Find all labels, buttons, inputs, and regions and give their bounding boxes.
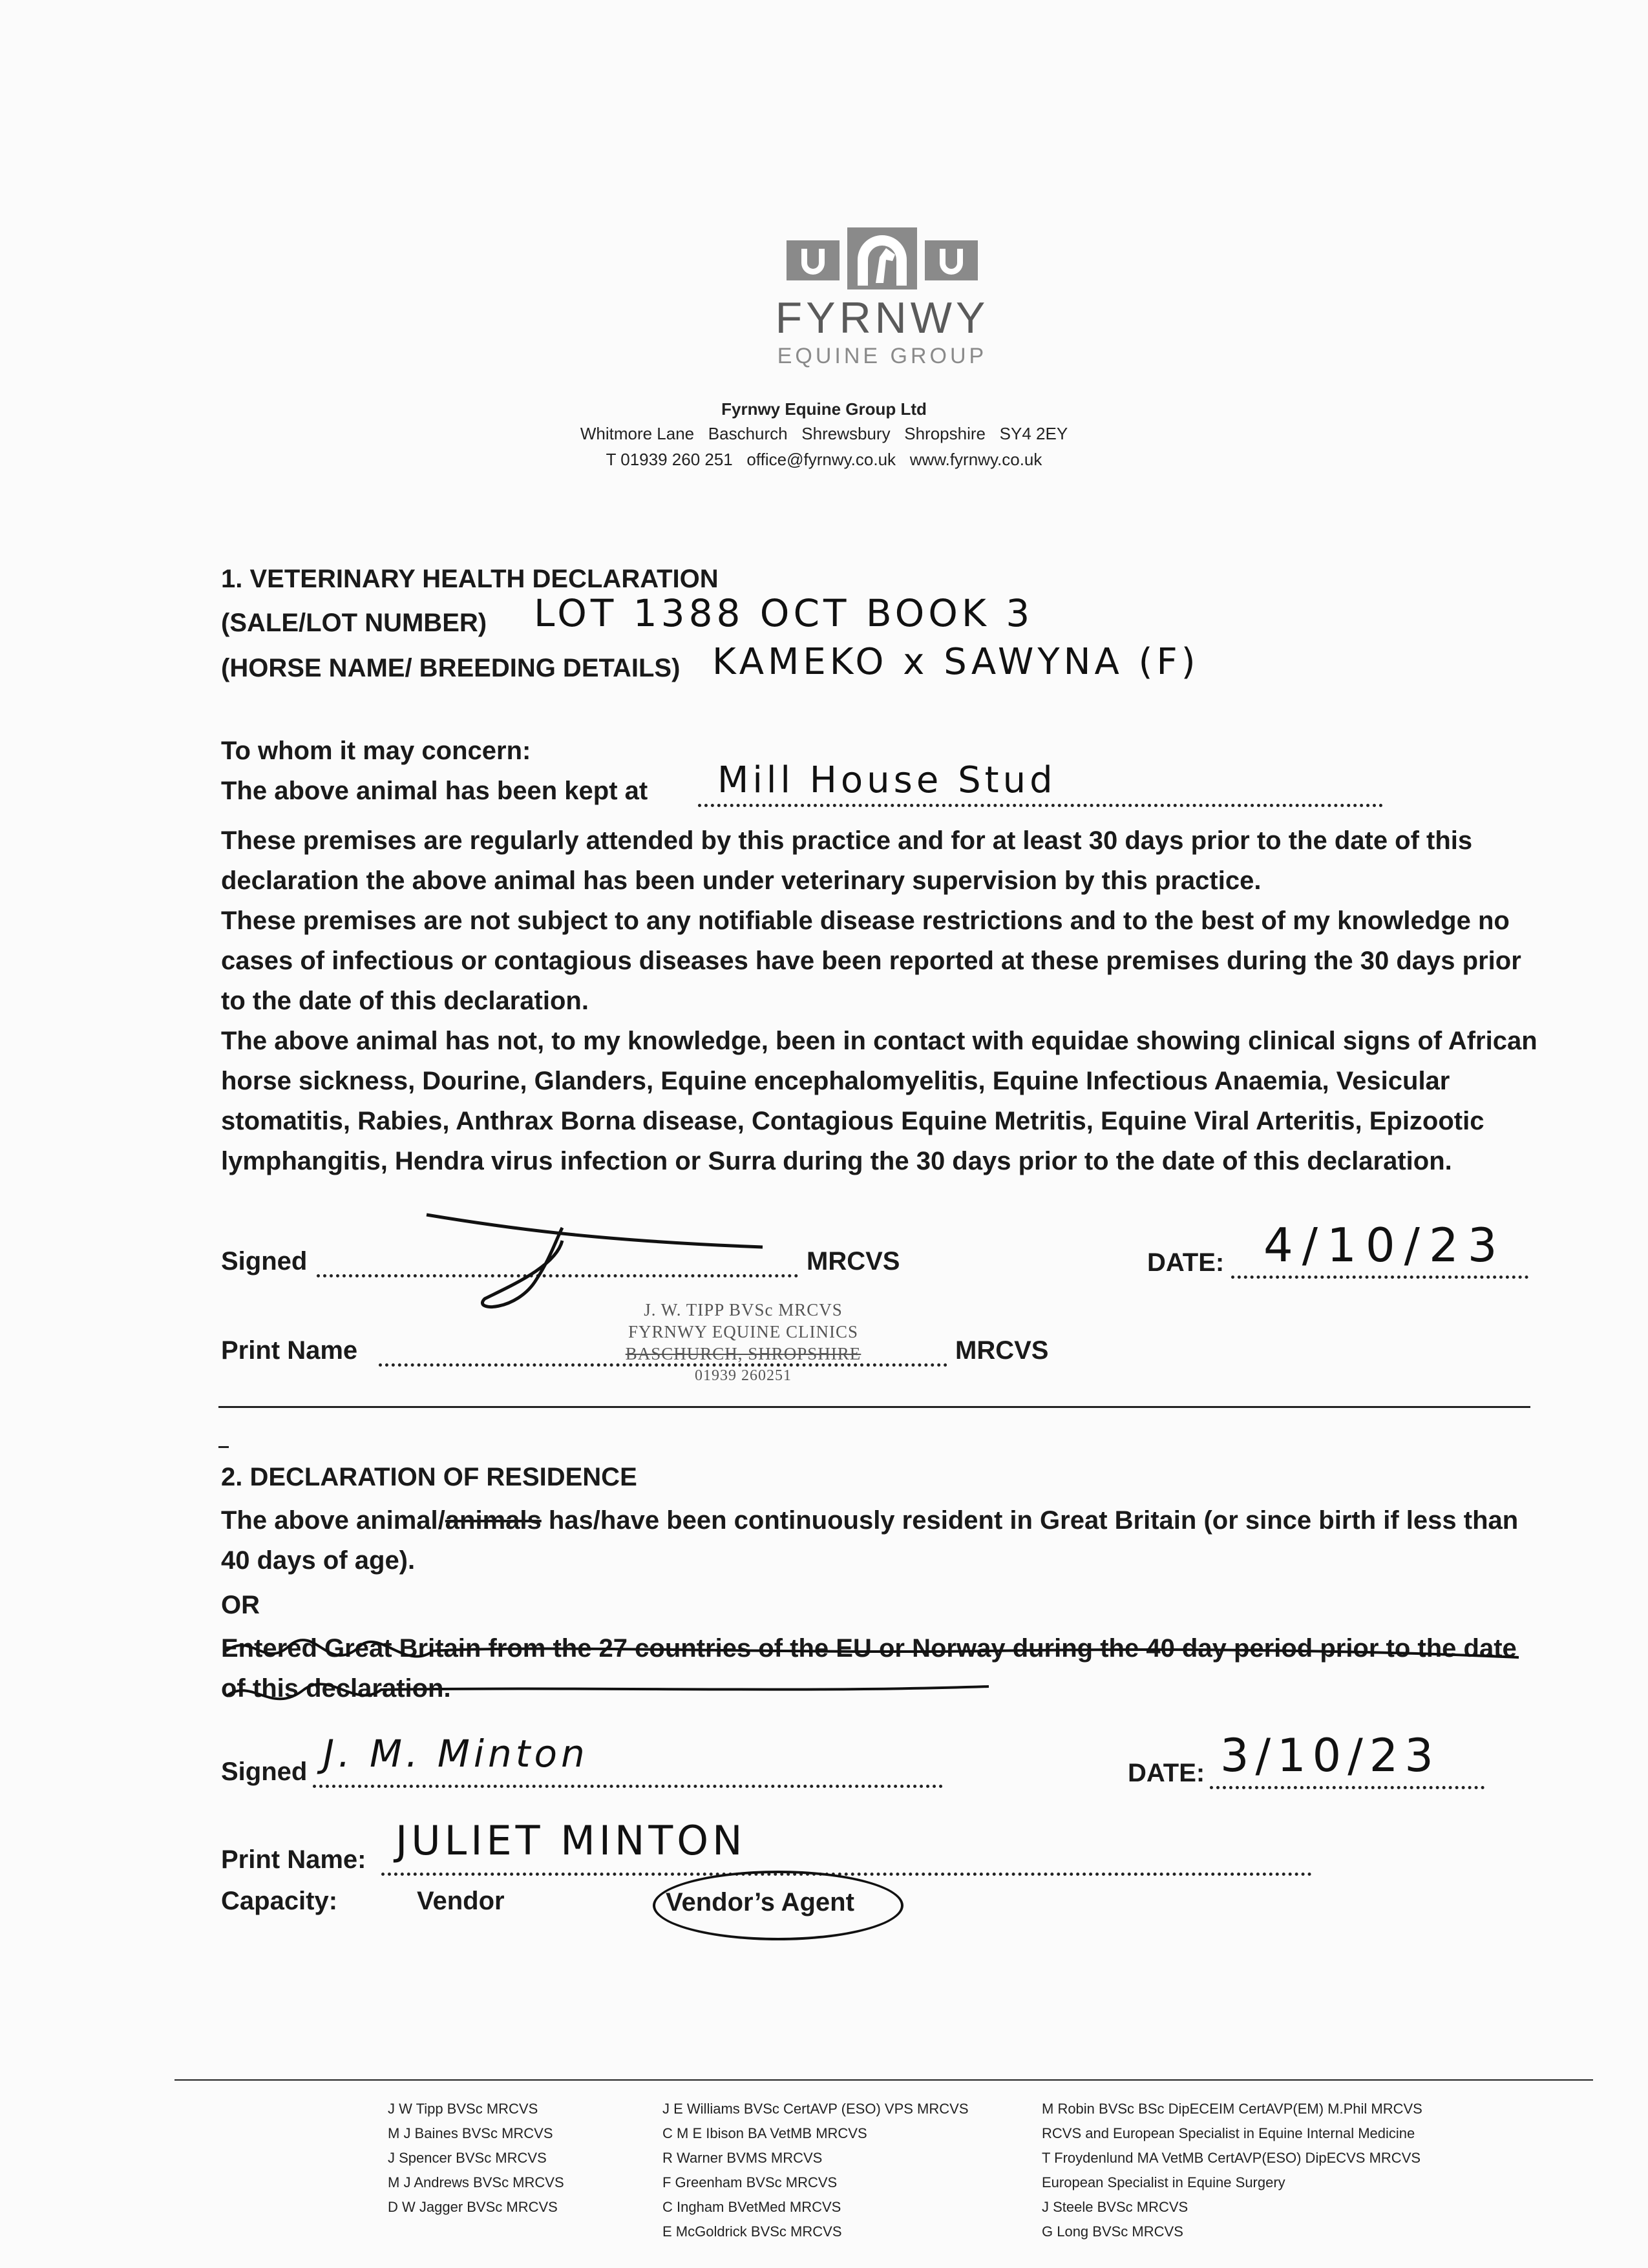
sale-lot-value: LOT 1388 OCT BOOK 3 bbox=[534, 591, 1034, 635]
agent-signature: J. M. Minton bbox=[323, 1732, 589, 1776]
horseshoe-horse-logo-icon bbox=[785, 226, 979, 291]
footer-vet: C Ingham BVetMed MRCVS bbox=[662, 2199, 841, 2215]
kept-at-value: Mill House Stud bbox=[717, 759, 1057, 801]
capacity-agent: Vendor’s Agent bbox=[666, 1888, 854, 1916]
agent-print-name-label: Print Name: bbox=[221, 1845, 366, 1874]
agent-date-value: 3/10/23 bbox=[1220, 1729, 1440, 1782]
divider-dash bbox=[218, 1446, 229, 1448]
vet-print-name-label: Print Name bbox=[221, 1336, 358, 1365]
footer-vet: M Robin BVSc BSc DipECEIM CertAVP(EM) M.Phil MRCVS bbox=[1042, 2101, 1422, 2117]
footer-vet: G Long BVSc MRCVS bbox=[1042, 2223, 1183, 2240]
footer-vet: J Steele BVSc MRCVS bbox=[1042, 2199, 1188, 2215]
footer-vet: RCVS and European Specialist in Equine Internal Medicine bbox=[1042, 2125, 1415, 2141]
footer-vet: E McGoldrick BVSc MRCVS bbox=[662, 2223, 842, 2240]
residence-statement bbox=[221, 1500, 1546, 1580]
vet-print-mrcvs-label: MRCVS bbox=[955, 1336, 1049, 1365]
footer-vet: J W Tipp BVSc MRCVS bbox=[388, 2101, 538, 2117]
vet-date-value: 4/10/23 bbox=[1263, 1218, 1506, 1272]
declaration-para-2: These premises are not subject to any notifiable disease restrictions and to the best of my knowledge no cases of infectious or contagious diseases have been reported at these premises during the 30 days prior to the date of this declaration. bbox=[221, 907, 1521, 1015]
or-label: OR bbox=[221, 1591, 260, 1619]
footer-vet: M J Andrews BVSc MRCVS bbox=[388, 2174, 564, 2190]
logo-subtitle: EQUINE GROUP bbox=[777, 344, 988, 368]
section2-heading: 2. DECLARATION OF RESIDENCE bbox=[221, 1463, 637, 1491]
agent-date-label: DATE: bbox=[1128, 1759, 1205, 1787]
footer-vet: C M E Ibison BA VetMB MRCVS bbox=[662, 2125, 867, 2141]
declaration-para-1: These premises are regularly attended by this practice and for at least 30 days prior to the date of this declaration the above animal has been under veterinary supervision by this practice. bbox=[221, 826, 1473, 895]
agent-signed-label: Signed bbox=[221, 1758, 308, 1786]
declaration-para-3: The above animal has not, to my knowledge, been in contact with equidae showing clinical signs of African horse sickness, Dourine, Glanders, Equine encephalomyelitis, Equine Infectious Anaemia, Vesicular stomatitis, Rabies, Anthrax Borna disease, Contagious Equine Metritis, Equine Viral Arteritis, Epizootic lymphangitis, Hendra virus infection or Surra during the 30 days prior to the date of this declaration. bbox=[221, 1027, 1537, 1175]
sale-lot-label: (SALE/LOT NUMBER) bbox=[221, 609, 487, 637]
stamp-line: J. W. TIPP BVSc MRCVS bbox=[644, 1300, 843, 1319]
residence-pre: The above animal/ bbox=[221, 1506, 445, 1535]
footer-vet: M J Baines BVSc MRCVS bbox=[388, 2125, 553, 2141]
footer-vets-col-2 bbox=[662, 2097, 969, 2244]
capacity-label: Capacity: bbox=[221, 1887, 338, 1915]
footer-vet: T Froydenlund MA VetMB CertAVP(ESO) DipECVS MRCVS bbox=[1042, 2150, 1421, 2166]
section1-heading: 1. VETERINARY HEALTH DECLARATION bbox=[221, 565, 719, 593]
horse-name-value: KAMEKO x SAWYNA (F) bbox=[712, 641, 1199, 683]
residence-post: has/have been continuously resident in Great Britain (or since birth if less than 40 days of age). bbox=[221, 1506, 1519, 1575]
footer-vet: J E Williams BVSc CertAVP (ESO) VPS MRCVS bbox=[662, 2101, 969, 2117]
footer-vet: European Specialist in Equine Surgery bbox=[1042, 2174, 1285, 2190]
company-logo bbox=[772, 226, 992, 369]
vet-signed-label: Signed bbox=[221, 1247, 308, 1276]
horse-name-label: (HORSE NAME/ BREEDING DETAILS) bbox=[221, 654, 681, 682]
company-address: Whitmore Lane Baschurch Shrewsbury Shropshire SY4 2EY bbox=[580, 424, 1068, 443]
capacity-agent-circle bbox=[653, 1871, 903, 1940]
to-whom-line: To whom it may concern: bbox=[221, 737, 531, 765]
footer-vet: J Spencer BVSc MRCVS bbox=[388, 2150, 547, 2166]
footer-vet: R Warner BVMS MRCVS bbox=[662, 2150, 823, 2166]
footer-vet: D W Jagger BVSc MRCVS bbox=[388, 2199, 558, 2215]
footer-vets-col-1 bbox=[388, 2097, 564, 2220]
logo-title: FYRNWY bbox=[775, 293, 989, 342]
section-divider bbox=[218, 1406, 1530, 1408]
stamp-line: BASCHURCH, SHROPSHIRE bbox=[625, 1344, 861, 1363]
strike-scribble bbox=[213, 1625, 1545, 1722]
company-name: Fyrnwy Equine Group Ltd bbox=[721, 399, 927, 419]
vet-date-label: DATE: bbox=[1147, 1248, 1225, 1277]
footer-rule bbox=[174, 2079, 1593, 2081]
stamp-line: 01939 260251 bbox=[695, 1367, 792, 1384]
capacity-vendor: Vendor bbox=[417, 1887, 505, 1915]
residence-struck-word: animals bbox=[445, 1506, 542, 1535]
footer-vet: F Greenham BVSc MRCVS bbox=[662, 2174, 838, 2190]
company-contact: T 01939 260 251 office@fyrnwy.co.uk www.fyrnwy.co.uk bbox=[606, 450, 1042, 469]
vet-practice-stamp bbox=[569, 1299, 918, 1387]
footer-vets-col-3 bbox=[1042, 2097, 1422, 2244]
struck-entry-statement: Entered Great Britain from the 27 countries of the EU or Norway during the 40 day period prior to the date of this declaration. bbox=[221, 1634, 1517, 1703]
vet-mrcvs-label: MRCVS bbox=[807, 1247, 900, 1276]
kept-at-label: The above animal has been kept at bbox=[221, 777, 648, 805]
agent-print-name-value: JULIET MINTON bbox=[396, 1817, 746, 1864]
stamp-line: FYRNWY EQUINE CLINICS bbox=[628, 1322, 858, 1341]
